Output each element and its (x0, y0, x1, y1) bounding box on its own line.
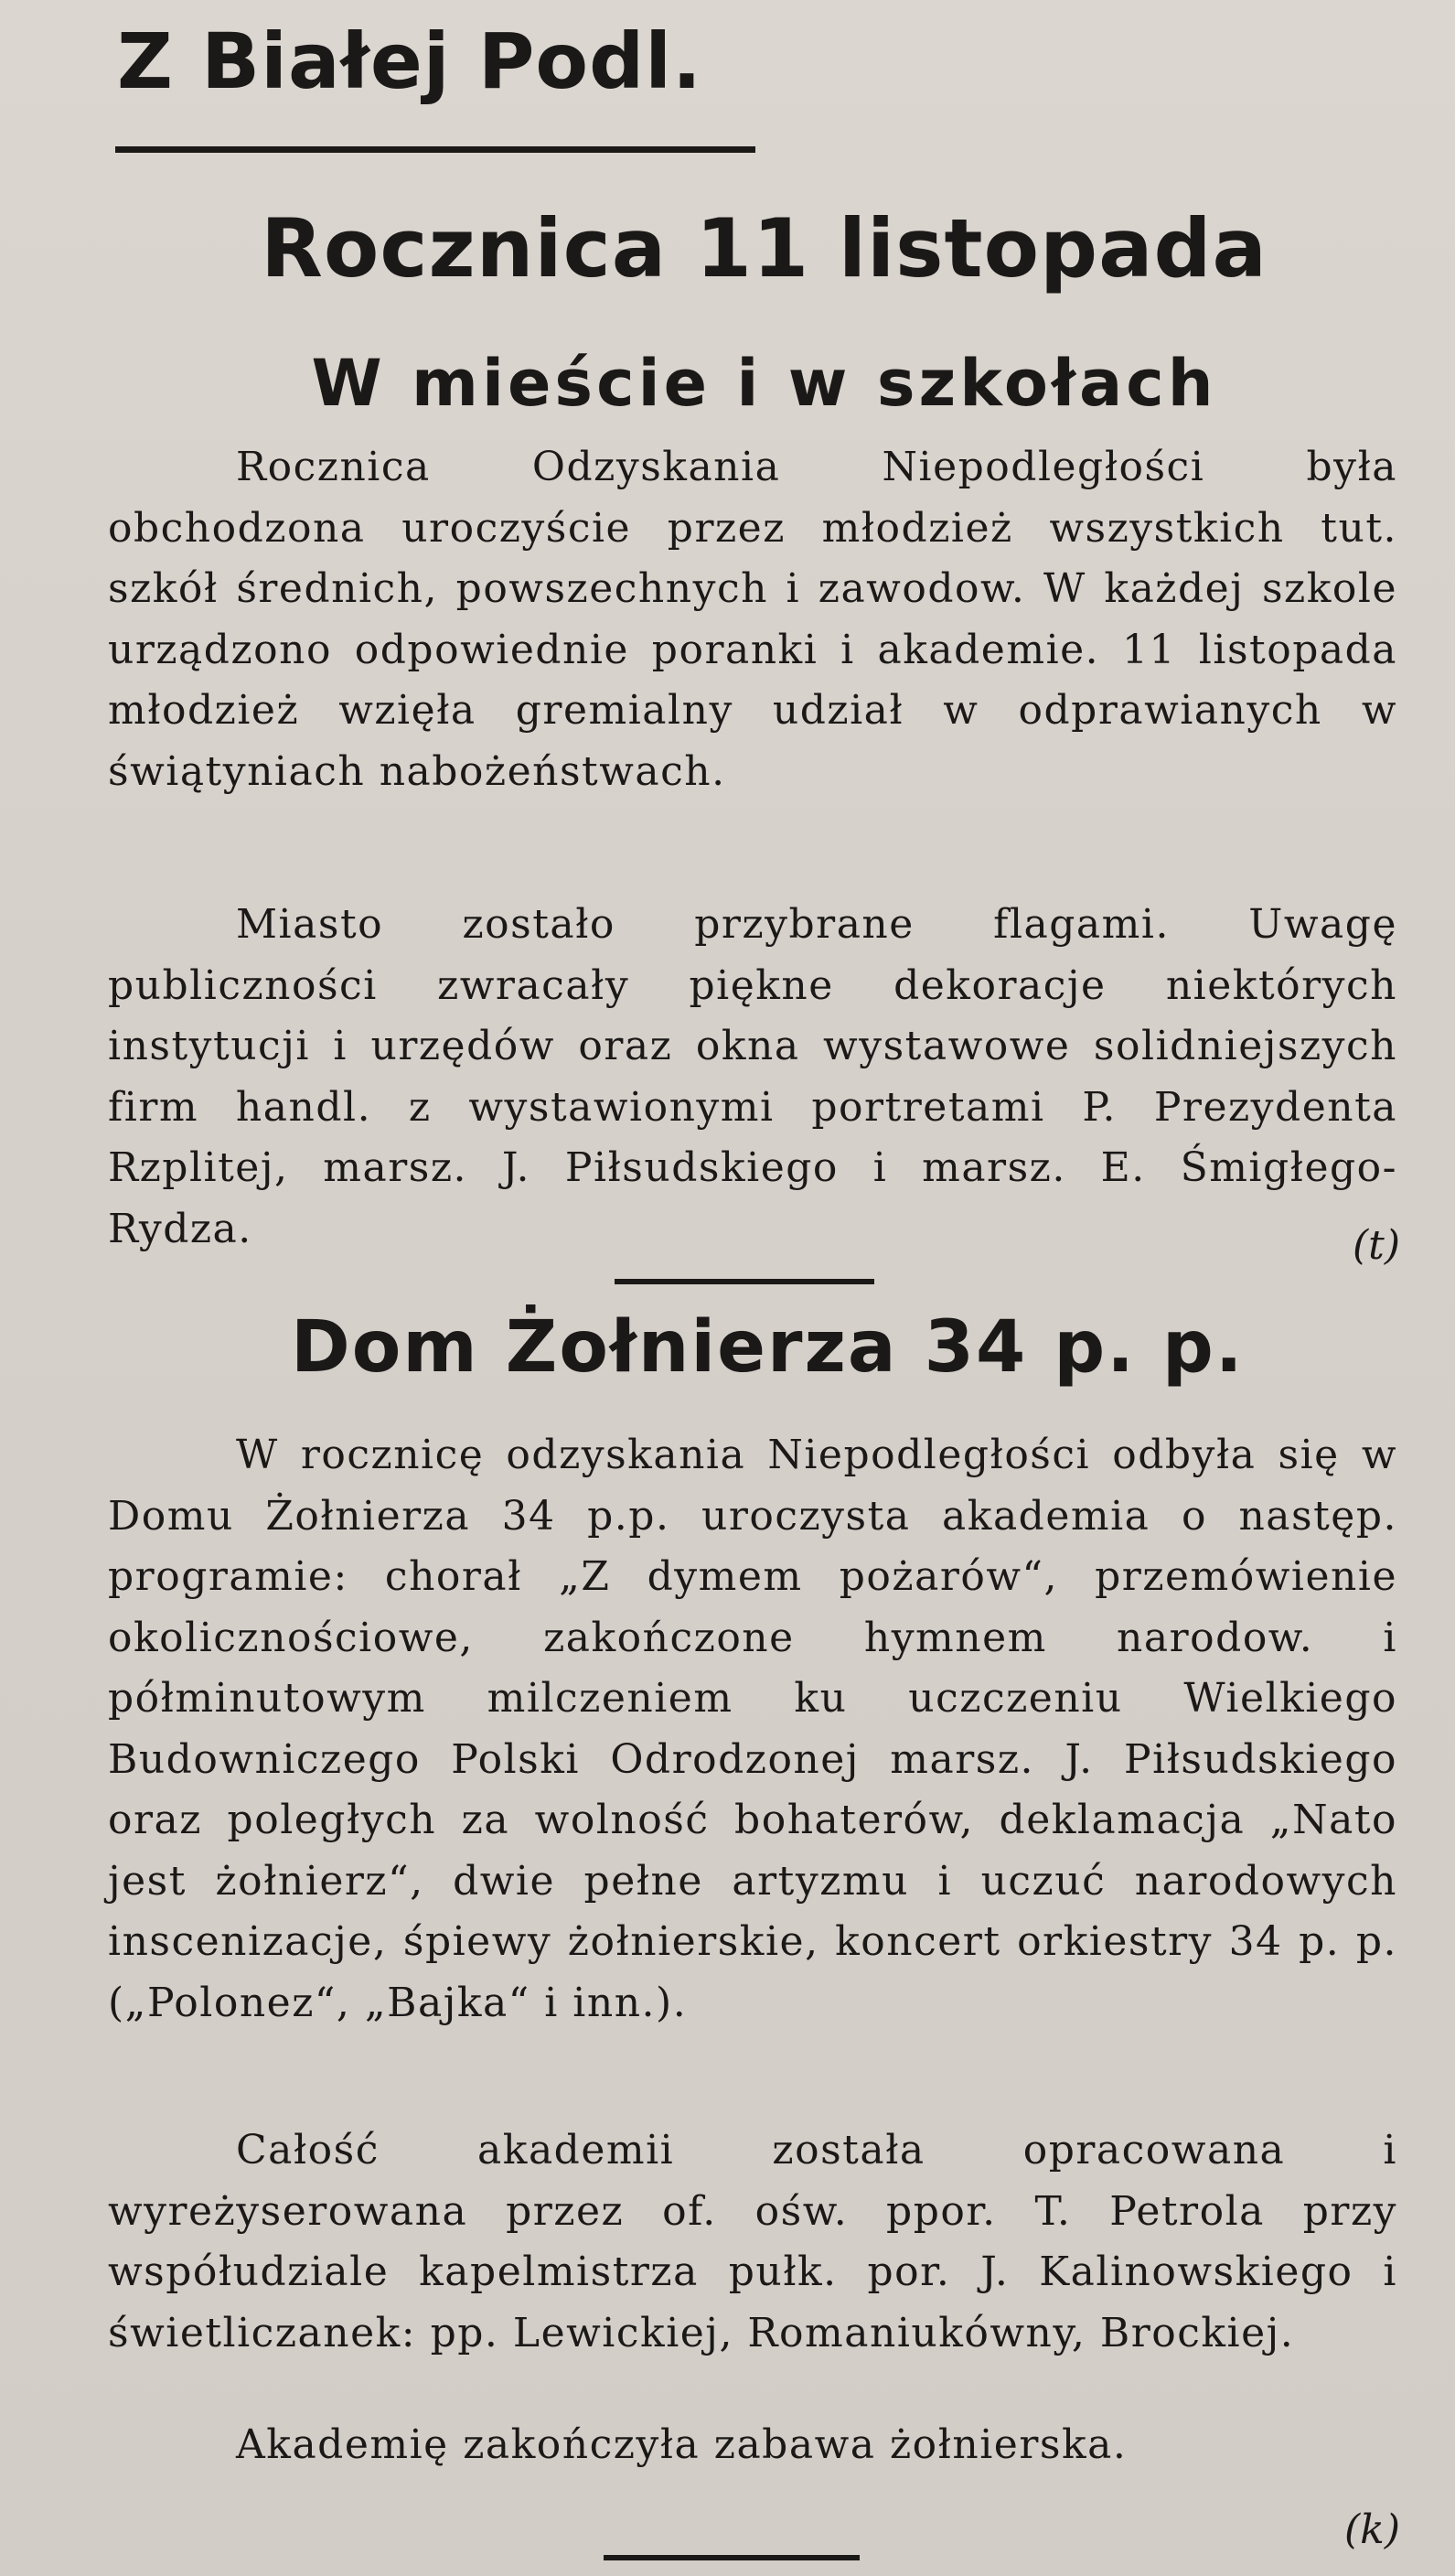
article-divider (615, 1279, 874, 1284)
article-1-signature: (t) (1352, 1222, 1400, 1269)
article-2-paragraph-3: Akademię zakończyła zabawa żołnierska. (236, 2421, 1128, 2468)
article-1-subheadline: W mieście i w szkołach (311, 346, 1217, 421)
article-1-headline: Rocznica 11 listopada (261, 201, 1268, 295)
article-2-signature: (k) (1344, 2506, 1400, 2553)
article-2-paragraph-1: W rocznicę odzyskania Niepodległości odbyła się w Domu Żołnierza 34 p.p. uroczysta akademia o następ. programie: chorał „Z dymem pożarów“, przemówienie okolicznościowe, zakończone hymnem narodow. i półminutowym milczeniem ku uczczeniu Wielkiego Budowniczego Polski Odrodzonej marsz. J. Piłsudskiego oraz poległych za wolność bohaterów, deklamacja „Nato jest żołnierz“, dwie pełne artyzmu i uczuć narodowych inscenizacje, śpiewy żołnierskie, koncert orkiestry 34 p. p. („Polonez“, „Bajka“ i inn.). (108, 1432, 1397, 2026)
article-1-paragraph-2: Miasto zostało przybrane flagami. Uwagę publiczności zwracały piękne dekoracje niektórych instytucji i urzędów oraz okna wystawowe solidniejszych firm handl. z wystawionymi portretami P. Prezydenta Rzplitej, marsz. J. Piłsudskiego i marsz. E. Śmigłego-Rydza. (108, 901, 1397, 1252)
article-2-paragraph-2: Całość akademii została opracowana i wyreżyserowana przez of. ośw. ppor. T. Petrola przy współudziale kapelmistrza pułk. por. J. Kalinowskiego i świetliczanek: pp. Lewickiej, Romaniukówny, Brockiej. (108, 2127, 1397, 2356)
article-2-headline: Dom Żołnierza 34 p. p. (291, 1306, 1245, 1389)
section-title: Z Białej Podl. (117, 16, 702, 106)
end-divider (604, 2555, 860, 2560)
section-title-underline (115, 146, 755, 153)
article-1-paragraph-1: Rocznica Odzyskania Niepodległości była obchodzona uroczyście przez młodzież wszystkich tut. szkół średnich, powszechnych i zawodow. W każdej szkole urządzono odpowiednie poranki i akademie. 11 listopada młodzież wzięła gremialny udział w odprawianych w świątyniach nabożeństwach. (108, 444, 1397, 795)
